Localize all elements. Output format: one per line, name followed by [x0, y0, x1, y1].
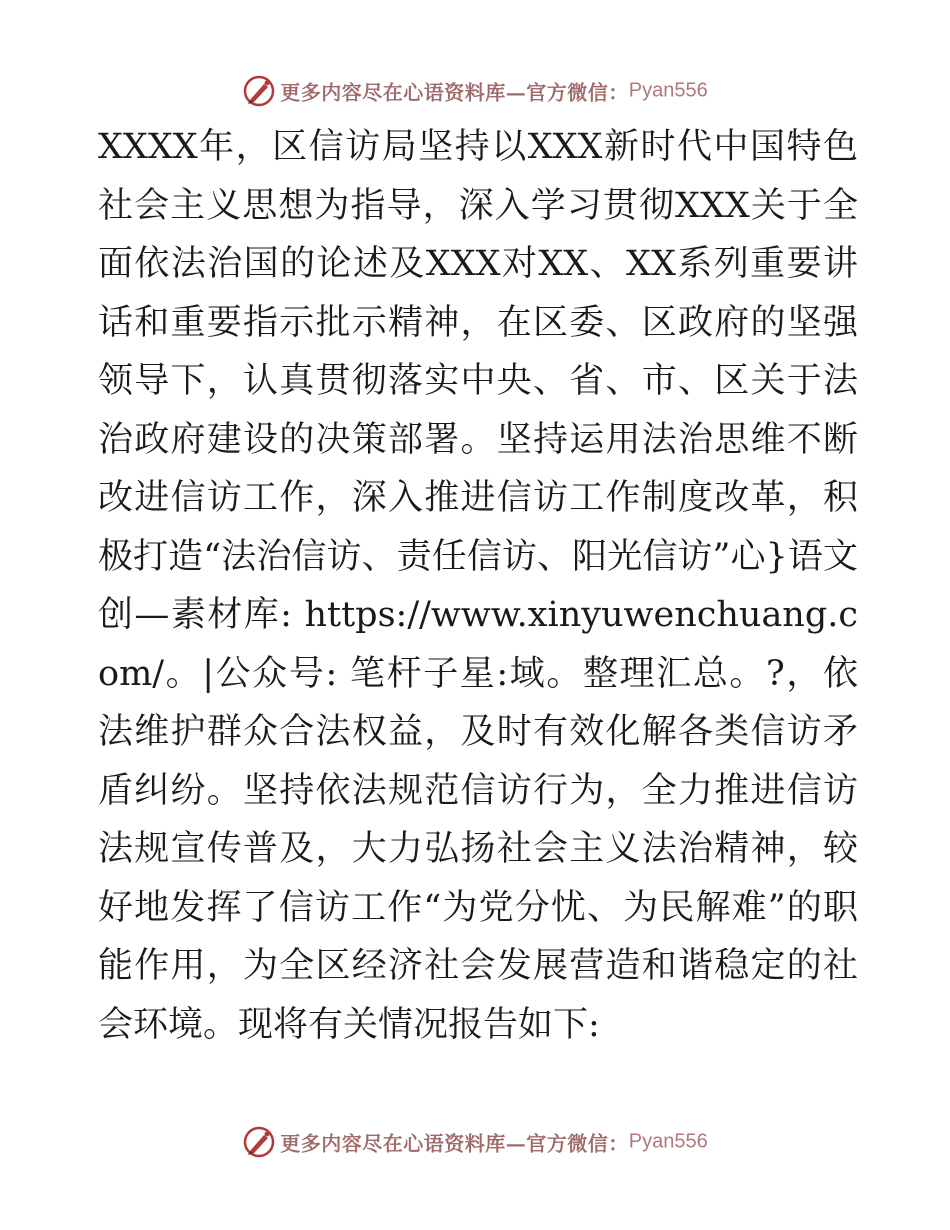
- pen-logo-icon: [242, 1125, 276, 1159]
- watermark-text: 更多内容尽在心语资料库—官方微信：: [280, 80, 629, 105]
- footer-watermark: [0, 1125, 950, 1159]
- watermark-text: 更多内容尽在心语资料库—官方微信：: [280, 1131, 629, 1156]
- pen-logo-icon: [242, 74, 276, 108]
- header-watermark: [0, 74, 950, 108]
- watermark-wechat-id: Pyan556: [628, 79, 708, 102]
- report-paragraph: XXXX年，区信访局坚持以XXX新时代中国特色社会主义思想为指导，深入学习贯彻XXX关于全面依法治国的论述及XXX对XX、XX系列重要讲话和重要指示批示精神，在区委、区政府的坚强领导下，认真贯彻落实中央、省、市、区关于法治政府建设的决策部署。坚持运用法治思维不断改进信访工作，深入推进信访工作制度改革，积极打造“法治信访、责任信访、阳光信访”心}语文创—素材库: https://www.xinyuwenchuang.com/。|公众号: 笔杆子星:域。整理汇总。?，依法维护群众合法权益，及时有效化解各类信访矛盾纠纷。坚持依法规范信访行为，全力推进信访法规宣传普及，大力弘扬社会主义法治精神，较好地发挥了信访工作“为党分忧、为民解难”的职能作用，为全区经济社会发展营造和谐稳定的社会环境。现将有关情况报告如下:: [98, 127, 858, 1045]
- watermark-wechat-id: Pyan556: [628, 1130, 708, 1153]
